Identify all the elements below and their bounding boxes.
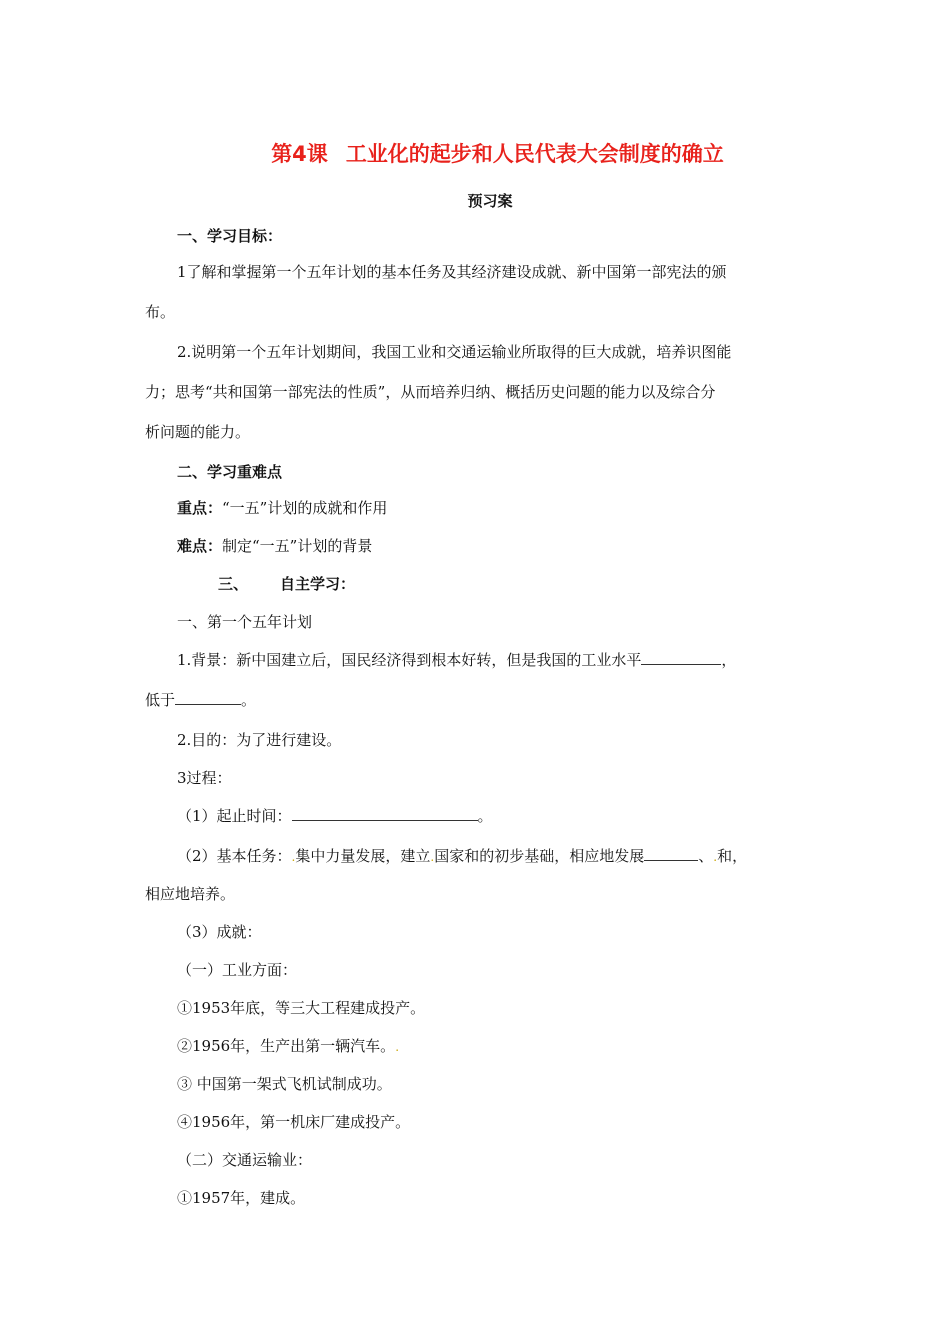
edit-mark: . (430, 850, 435, 864)
background-comma: ， (721, 651, 737, 669)
lesson-title (0, 138, 950, 168)
fill-blank[interactable] (644, 846, 698, 861)
lesson-name: 工业化的起步和人民代表大会制度的确立 (345, 142, 724, 166)
task-separator: 、 (698, 847, 714, 865)
goal-1-line-1: 1了解和掌握第一个五年计划的基本任务及其经济建设成就、新中国第一部宪法的颁 (177, 263, 727, 281)
background-line (177, 650, 736, 670)
goals-heading: 一、学习目标： (177, 227, 283, 245)
task-line-2: 相应地培养。 (145, 885, 236, 903)
self-study-number: 三、 (218, 575, 249, 593)
difficult-point (177, 536, 372, 556)
task-comma: ， (732, 847, 748, 865)
time-line (177, 806, 493, 826)
goal-2-line-2: 力；思考“共和国第一部宪法的性质”，从而培养归纳、概括历史问题的能力以及综合分 (145, 383, 716, 401)
fill-blank[interactable] (292, 806, 478, 821)
self-study-title: 自主学习： (280, 575, 356, 593)
goal-2-line-3: 析问题的能力。 (145, 423, 251, 441)
key-point-text: “一五”计划的成就和作用 (222, 499, 388, 517)
task-text-2: 国家和的初步基础，相应地发展 (434, 847, 645, 865)
industry-item-2 (177, 1036, 399, 1057)
purpose-line: 2.目的：为了进行建设。 (177, 731, 342, 749)
lesson-number: 第4课 (271, 142, 328, 166)
background-2-prefix: 低于 (145, 691, 176, 709)
industry-item-4: ④1956年，第一机床厂建成投产。 (177, 1113, 411, 1131)
task-label: （2）基本任务： (177, 847, 292, 865)
fill-blank[interactable] (175, 690, 241, 705)
industry-item-3: ③ 中国第一架式飞机试制成功。 (177, 1075, 392, 1093)
key-points-heading: 二、学习重难点 (177, 463, 283, 481)
key-point (177, 498, 387, 518)
time-suffix: 。 (477, 807, 493, 825)
fill-blank[interactable] (641, 650, 721, 665)
key-point-label: 重点： (177, 499, 223, 517)
background-text: 1.背景：新中国建立后，国民经济得到根本好转，但是我国的工业水平 (177, 651, 642, 669)
five-year-plan-heading: 一、第一个五年计划 (177, 613, 313, 631)
transport-item-1: ①1957年，建成。 (177, 1189, 306, 1207)
industry-item-1: ①1953年底，等三大工程建成投产。 (177, 999, 426, 1017)
time-label: （1）起止时间： (177, 807, 292, 825)
self-study-heading (218, 574, 355, 594)
transport-heading: （二）交通运输业： (177, 1151, 313, 1169)
edit-mark: . (395, 1040, 400, 1054)
industry-heading: （一）工业方面： (177, 961, 298, 979)
goal-1-line-2: 布。 (145, 303, 176, 321)
background-line-2 (145, 690, 256, 710)
edit-mark: . (291, 850, 296, 864)
background-2-suffix: 。 (241, 691, 257, 709)
process-line: 3过程： (177, 769, 232, 787)
task-line (177, 846, 747, 867)
edit-mark: . (713, 850, 718, 864)
difficult-point-text: 制定“一五”计划的背景 (222, 537, 373, 555)
achievements-heading: （3）成就： (177, 923, 262, 941)
industry-item-2-text: ②1956年，生产出第一辆汽车。 (177, 1037, 396, 1055)
goal-2-line-1: 2.说明第一个五年计划期间，我国工业和交通运输业所取得的巨大成就，培养识图能 (177, 343, 732, 361)
task-text-1: 集中力量发展，建立 (295, 847, 431, 865)
section-subtitle: 预习案 (467, 192, 513, 210)
task-and: 和 (717, 847, 733, 865)
difficult-point-label: 难点： (177, 537, 223, 555)
